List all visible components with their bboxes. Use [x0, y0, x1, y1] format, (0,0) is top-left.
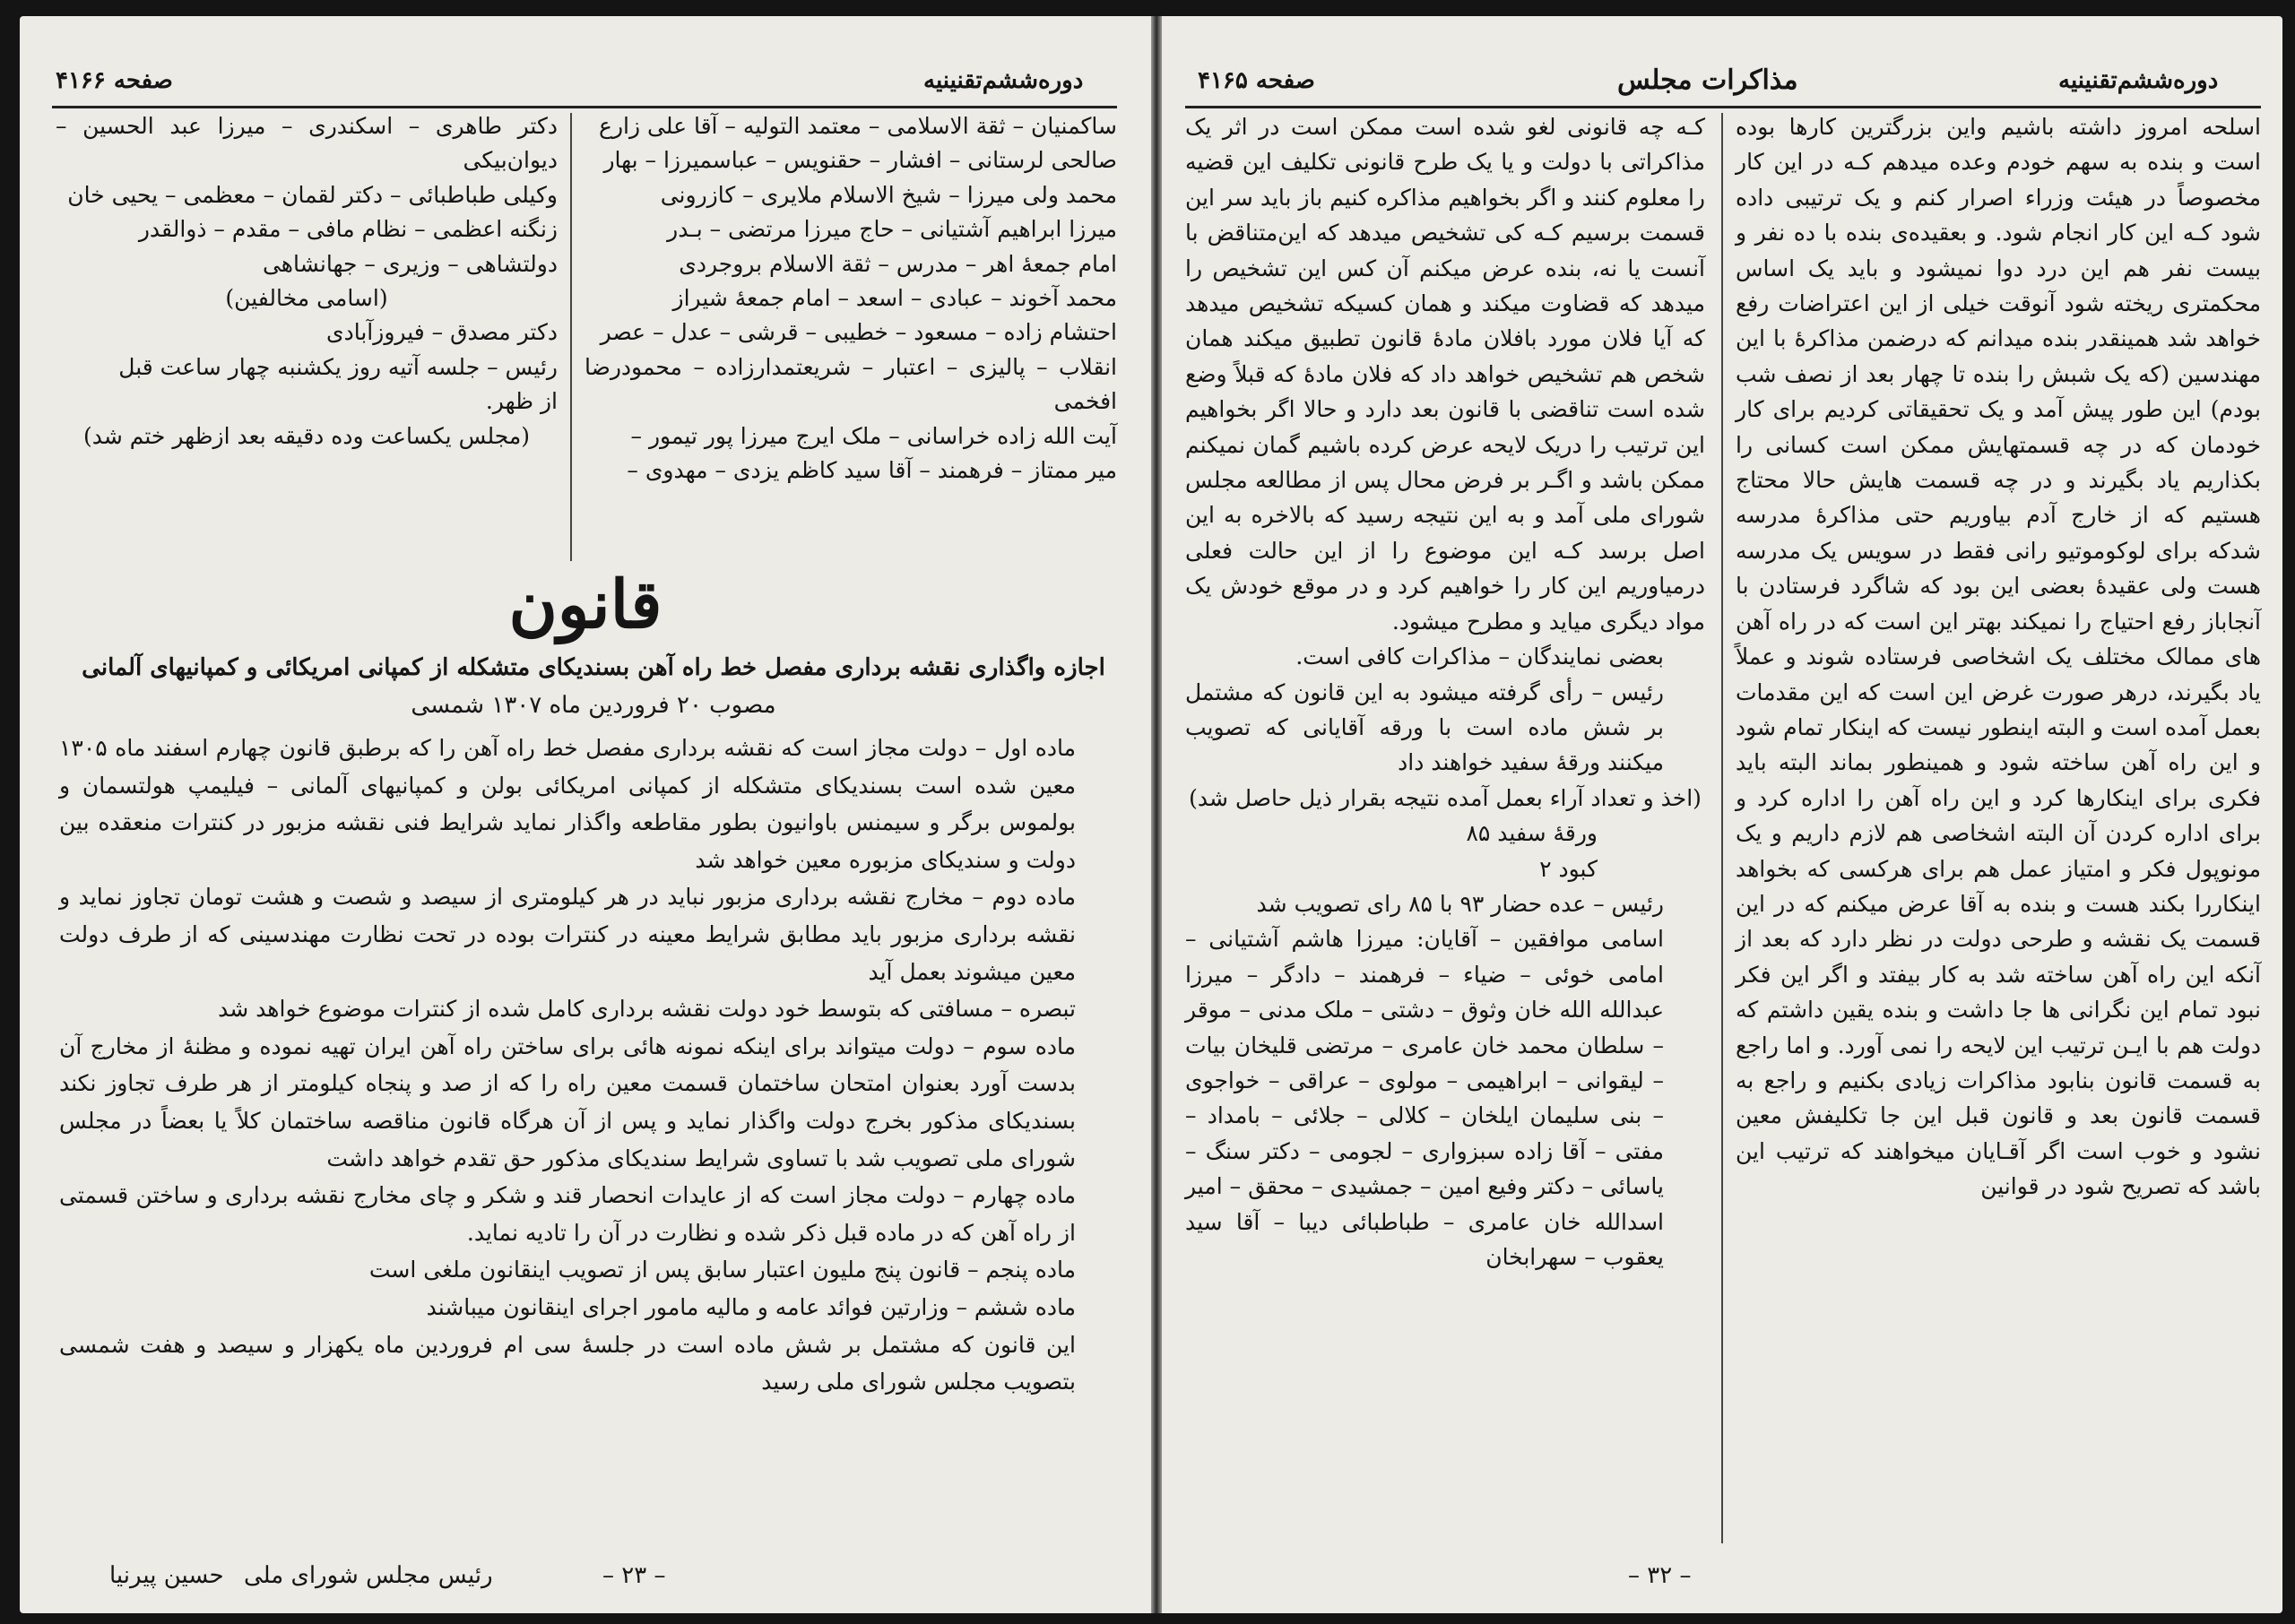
- left-opponents-column: [56, 109, 558, 454]
- text-line: کبود ۲: [1539, 855, 1598, 882]
- right-page-title: مذاکرات مجلس: [1617, 65, 1798, 96]
- text-line: محمد آخوند – عبادی – اسعد – امام جمعهٔ شیراز: [672, 285, 1117, 312]
- text-line: محمد ولی میرزا – شیخ الاسلام ملایری – کازرونی: [660, 181, 1117, 208]
- book-gutter: [1151, 16, 1162, 1613]
- text-line: ساکمنیان – ثقة الاسلامی – معتمد التولیه – آقا علی زارع: [599, 113, 1117, 139]
- text-line: رئیس – عده حضار ۹۳ با ۸۵ رای تصویب شد: [1256, 890, 1664, 917]
- law-articles: [59, 730, 1117, 1401]
- law-title: قانون: [508, 566, 663, 644]
- text-line: وکیلی طباطبائی – دکتر لقمان – معظمی – یحیی خان: [67, 181, 558, 208]
- law-approval-date: مصوب ۲۰ فروردین ماه ۱۳۰۷ شمسی: [411, 692, 776, 719]
- text-line: رئیس – جلسه آتیه روز یکشنبه چهار ساعت قبل: [118, 353, 558, 380]
- text-line: آیت الله زاده خراسانی – ملک ایرج میرزا پور تیمور –: [630, 422, 1117, 449]
- left-column-divider: [570, 113, 572, 561]
- text-line: ماده پنجم – قانون پنج ملیون اعتبار سابق پس از تصویب اینقانون ملغی است: [368, 1257, 1076, 1283]
- text-line: اسامی موافقین – آقایان: میرزا هاشم آشتیانی – امامی خوئی – ضیاء – فرهمند – دادگر – میرزا عبدالله الله خان وثوق – دشتی – ملک مدنی – موقر – سلطان محمد خان عامری – مرتضی قلیخان بیات – لیقوانی – ابراهیمی – مولوی – عراقی – خواجوی – بنی سلیمان ایلخان – کلالی – جلائی – بامداد – مفتی – آقا زاده سبزواری – لجومی – دکتر سنگ – یاسائی – دکتر وفیع امین – جمشیدی – محقق – امیر اسدالله خان عامری – طباطبائی دیبا – آقا سید یعقوب – سهرابخان: [1185, 926, 1664, 1270]
- text-line: ماده دوم – مخارج نقشه برداری مزبور نباید در هر کیلومتری از سیصد و شصت و هشت تومان تجاوز نماید و نقشه برداری مزبور باید مطابق شرایط معینه در کنترات بوده در تحت نظارت مهندسینی که از طرف دولت معین میشوند بعمل آید: [59, 884, 1076, 985]
- right-page-section-label: دوره‌ششم‌تقنینیه: [2058, 67, 2219, 94]
- right-page-number-label: صفحه ۴۱۶۵: [1198, 67, 1315, 94]
- text-line: رئیس – رأی گرفته میشود به این قانون که مشتمل بر شش ماده است با ورقه آقایانی که تصویب میکنند ورقهٔ سفید خواهند داد: [1185, 678, 1664, 776]
- text-line: ماده چهارم – دولت مجاز است که از عایدات انحصار قند و شکر و چای مخارج نقشه برداری و ساختن قسمتی از راه آهن که در ماده قبل ذکر شده و نظارت در آن را تادیه نماید.: [59, 1182, 1076, 1246]
- text-line: دولتشاهی – وزیری – جهانشاهی: [262, 250, 558, 277]
- left-page-number-label: صفحه ۴۱۶۶: [56, 67, 173, 94]
- text-line: ماده ششم – وزارتین فوائد عامه و مالیه مامور اجرای اینقانون میباشند: [426, 1293, 1076, 1320]
- text-line: انقلاب – پالیزی – اعتبار – شریعتمدارزاده – محمودرضا افخمی: [585, 353, 1117, 415]
- right-page-column-left: [1185, 109, 1705, 1274]
- right-header-rule: [1185, 106, 2261, 108]
- text-line: دکتر طاهری – اسکندری – میرزا عبد الحسین – دیوان‌بیکی: [56, 113, 558, 174]
- text-line: صالحی لرستانی – افشار – حقنویس – عباسمیرزا – بهار: [603, 147, 1117, 174]
- text-line: ماده سوم – دولت میتواند برای اینکه نمونه هائی برای ساختن راه آهن ایران تهیه نموده و مظنهٔ از مخارج آن بدست آورد بعنوان امتحان ساختمان قسمت معین راه را که از صد و پنجاه کیلومتر از هر طرف تجاوز نکند بسندیکای مذکور بخرج دولت واگذار نماید و پس از آن هرگاه قانون مناقصه ساختمان کلاً یا بعضاً در مجلس شورای ملی تصویب شد با تساوی شرایط سندیکای مذکور حق تقدم خواهد داشت: [59, 1032, 1076, 1171]
- text-line: ورقهٔ سفید ۸۵: [1466, 820, 1598, 847]
- left-header-rule: [52, 106, 1117, 108]
- text-line: (اخذ و تعداد آراء بعمل آمده نتیجه بقرار ذیل حاصل شد): [1189, 784, 1702, 811]
- left-page-header: [20, 63, 1151, 99]
- left-page-number: – ۲۳ –: [602, 1562, 666, 1589]
- text-line: میر ممتاز – فرهمند – آقا سید کاظم یزدی – مهدوی –: [627, 457, 1117, 484]
- text-line: ماده اول – دولت مجاز است که نقشه برداری مفصل خط راه آهن را که برطبق قانون چهارم اسفند ماه ۱۳۰۵ معین شده است بسندیکای متشکله از کمپانی امریکائی بولن و کمپانیهای آلمانی – فیلیمپ هولتسمان و بولموس برگر و سیمنس باوانیون بطور مقاطعه واگذار نماید شرایط فنی نقشه مزبور در کنترات منعقده بین دولت و سندیکای مزبوره معین خواهد شد: [59, 735, 1076, 873]
- text-line: زنگنه اعظمی – نظام مافی – مقدم – ذوالقدر: [138, 216, 558, 243]
- text-line: امام جمعهٔ اهر – مدرس – ثقة الاسلام بروجردی: [679, 250, 1117, 277]
- text-line: احتشام زاده – مسعود – خطیبی – قرشی – عدل – عصر: [600, 319, 1117, 346]
- text-line: (مجلس یکساعت وده دقیقه بعد ازظهر ختم شد): [82, 422, 531, 449]
- right-page-number: – ۳۲ –: [1628, 1562, 1692, 1589]
- left-page: [20, 16, 1151, 1613]
- right-page-header: [1162, 63, 2282, 99]
- text-line: بعضی نمایندگان – مذاکرات کافی است.: [1295, 644, 1664, 670]
- text-line: از ظهر.: [485, 388, 558, 415]
- right-column-divider: [1721, 113, 1723, 1543]
- right-page-column-right: اسلحه امروز داشته باشیم واین بزرگترین کارها بوده است و بنده به سهم خودم وعده میدهم کـه در این کار مخصوصاً در هیئت وزراء اصرار کنم و یک ترتیبی داده شود کـه این کار انجام شود. و بعقیده‌ی بنده با ده نفر و بیست نفر هم این درد دوا نمیشود و باید یک اساس محکمتری ریخته شود آنوقت خیلی از این اعتراضات رفع خواهد شد همینقدر بنده میدانم که درضمن مذاکرهٔ با این مهندسین (که یک شبش را بنده تا چهار بعد از نصف شب بودم) این طور پیش آمد و یک تحقیقاتی کردیم برای کار خودمان که در چه قسمتهایش ممکن است کسانی را بکذاریم یاد بگیرند و در چه قسمت هایش حالا محتاج هستیم که از خارج آدم بیاوریم حتی مذاکرهٔ مدرسه شدکه برای لوکوموتیو رانی فقط در سویس یک مدرسه هست ولی عقیدهٔ بعضی این بود که شاگرد فرستادن با آنجاباز رفع احتیاج را نمیکند بهتر این است که در راه آهن های ممالک مختلف یک اشخاصی فرستاده شوند و عملاً یاد بگیرند، درهر صورت غرض این است که این مقدمات بعمل آمده است و البته اینطور نیست که اینکار تمام شود و این راه آهن ساخته شود و همینطور بماند البته باید فکری برای اینکارها کرد و این راه آهن را اداره کرد و برای اداره کردن آن البته اشخاصی هم لازم داریم و یک مونوپول فکر و امتیاز عمل هم برای هرکسی که بخواهد اینکاررا بکند هست و بنده به آقا عرض میکنم که در این قسمت یک نقشه و طرحی دولت در نظر دارد که بعد از آنکه این راه آهن ساخته شد به کار بیفتد و اگر این فکر نبود تمام این نگرانی ها جا داشت و بنده یقین داشتم که دولت هم با ایـن ترتیب این لایحه را نمی آورد. و اما راجع به قسمت قانون بنابود مذاکرات زیادی بکنیم و راجع به قسمت قانون بعد و قانون قبل این جا تکلیفش معین نشود و خوب است اگر آقـایان میخواهند که ترتیب این باشد که تصریح شود در قوانین: [1736, 114, 2262, 1200]
- right-page: [1162, 16, 2282, 1613]
- left-page-section-label: دوره‌ششم‌تقنینیه: [923, 67, 1084, 94]
- left-attendees-column-right: [585, 109, 1117, 488]
- law-subtitle: اجازه واگذاری نقشه برداری مفصل خط راه آهن بسندیکای متشکله از کمپانی امریکائی و کمپانیهای آلمانی: [82, 654, 1105, 681]
- text-line: تبصره – مسافتی که بتوسط خود دولت نقشه برداری کامل شده از کنترات موضوع خواهد شد: [218, 996, 1076, 1023]
- signature-name: حسین پیرنیا: [109, 1562, 224, 1589]
- text-line: کـه چه قانونی لغو شده است ممکن است در اثر یک مذاکراتی با دولت و یا یک طرح قانونی تکلیف این قضیه را معلوم کنند و اگر بخواهیم مذاکره کنیم باز باید سر این قسمت برسیم کـه کی تشخیص میدهد که این‌متناقض با آنست یا نه، بنده عرض میکنم آن کس این تشخیص را میدهد که قضاوت میکند و همان کسیکه تشخیص میدهد که آیا فلان مورد بافلان مادهٔ قانون تطبیق میکند همان شخص هم تشخیص خواهد داد که فلان مادهٔ که قبلاً وضع شده است تناقضی با قانون بعد دارد و حالا اگر بخواهیم این ترتیب را دریک لایحه عرض کرده باشیم گمان نمیکنم ممکن باشد و اگـر بر فرض محال پس از مطالعه مجلس شورای ملی آمد و به این نتیجه رسید که بالاخره به این اصل برسد کـه این موضوع را از این حالت فعلی درمیاوریم این کار را خواهیم کرد و در موقع خودش یک مواد دیگری میاید و مطرح میشود.: [1185, 114, 1705, 635]
- text-line: (اسامی مخالفین): [225, 285, 388, 312]
- text-line: دکتر مصدق – فیروزآبادی: [326, 319, 558, 346]
- text-line: میرزا ابراهیم آشتیانی – حاج میرزا مرتضی – بـدر: [667, 216, 1117, 243]
- signature-title: رئیس مجلس شورای ملی: [244, 1562, 493, 1589]
- text-line: این قانون که مشتمل بر شش ماده است در جلسهٔ سی ام فروردین ماه یکهزار و سیصد و هفت شمسی بتصویب مجلس شورای ملی رسید: [59, 1331, 1076, 1395]
